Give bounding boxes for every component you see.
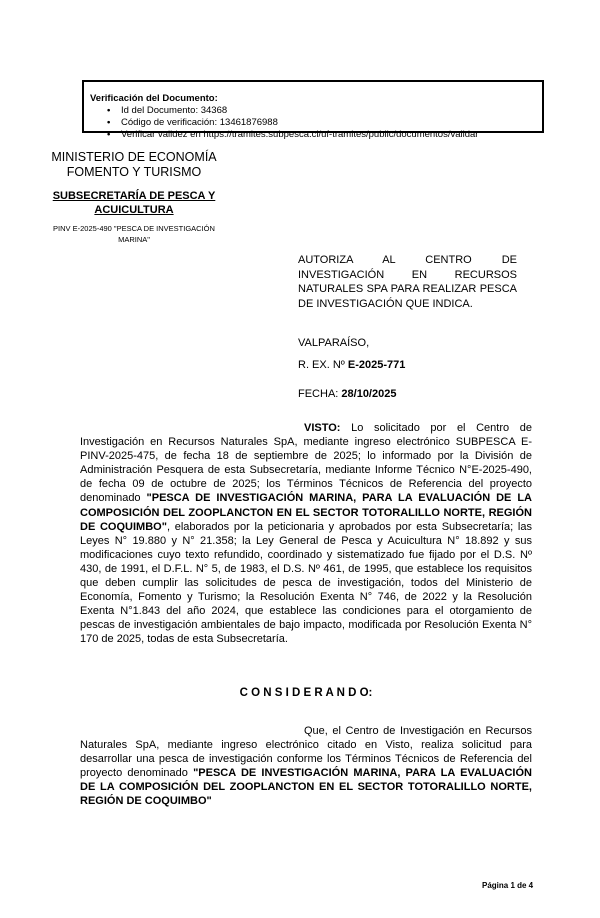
ministry-name	[25, 150, 243, 180]
subsecretaria-line1: SUBSECRETARÍA DE PESCA Y	[52, 190, 216, 202]
verification-item-document-id	[90, 105, 536, 117]
ministry-line1: MINISTERIO DE ECONOMÍA	[51, 150, 217, 164]
considerando-project-title: "PESCA DE INVESTIGACIÓN MARINA, PARA LA EVALUACIÓN DE LA COMPOSICIÓN DEL ZOOPLANCTON EN EL SECTOR TOTORALILLO NORTE, REGIÓN DE COQUIMBO"	[80, 767, 532, 808]
subsecretaria-heading	[25, 189, 243, 217]
visto-text-2: , elaborados por la peticionaria y aprobados por esta Subsecretaría; las Leyes N° 19.880 y N° 21.358; la Ley General de Pesca y Acuicultura N° 18.892 y sus modificaciones cuyo texto refundido, coordinado y sistematizado fue fijado por el D.S. Nº 430, de 1991, el D.F.L. N° 5, de 1983, el D.S. Nº 461, de 1995, que establece los requisitos que deben cumplir las solicitudes de pesca de investigación, todos del Ministerio de Economía, Fomento y Turismo; la Resolución Exenta N° 746, de 2022 y la Resolución Exenta N°1.843 del año 2024, que establece las condiciones para el otorgamiento de pescas de investigación ambientales de bajo impacto, modificada por Resolución Exenta N° 170 de 2025, todas de esta Subsecretaría.	[80, 520, 532, 646]
date-line	[298, 388, 396, 400]
subject-block: AUTORIZA AL CENTRO DE INVESTIGACIÓN EN RECURSOS NATURALES SPA PARA REALIZAR PESCA DE INVESTIGACIÓN QUE INDICA.	[298, 254, 517, 310]
visto-label: VISTO:	[304, 422, 341, 434]
organization-header	[25, 150, 243, 245]
verification-item-code	[90, 117, 536, 129]
visto-text-1: Lo solicitado por el Centro de Investigación en Recursos Naturales SpA, mediante ingreso electrónico SUBPESCA E-PINV-2025-475, de fecha 18 de septiembre de 2025; lo informado por la División de Administración Pesquera de esta Subsecretaría, mediante Informe Técnico N°E-2025-490, de fecha 09 de octubre de 2025; los Términos Técnicos de Referencia del proyecto denominado	[80, 422, 532, 505]
visto-paragraph	[80, 421, 532, 647]
resolution-prefix: R. EX. Nº	[298, 359, 348, 371]
visto-project-title: "PESCA DE INVESTIGACIÓN MARINA, PARA LA EVALUACIÓN DE LA COMPOSICIÓN DEL ZOOPLANCTON EN EL SECTOR TOTORALILLO NORTE, REGIÓN DE COQUIMBO"	[80, 492, 533, 533]
date-prefix: FECHA:	[298, 388, 342, 400]
project-reference: PINV E-2025-490 "PESCA DE INVESTIGACIÓN MARINA"	[53, 224, 215, 244]
bullet-icon: •	[107, 129, 111, 140]
subsecretaria-line2: ACUICULTURA	[94, 204, 174, 216]
verification-item-label: Id del Documento: 34368	[121, 105, 228, 116]
resolution-line	[298, 359, 405, 371]
date-value: 28/10/2025	[341, 388, 397, 400]
verification-title: Verificación del Documento:	[90, 93, 218, 104]
verification-box	[82, 80, 544, 140]
resolution-number: E-2025-771	[347, 359, 406, 371]
bullet-icon: •	[107, 117, 111, 128]
verification-item-url	[90, 129, 536, 141]
page-indicator: Página 1 de 4	[482, 881, 534, 890]
ministry-line2: FOMENTO Y TURISMO	[66, 165, 202, 179]
bullet-icon: •	[107, 105, 111, 116]
verification-item-label: Código de verificación: 13461876988	[121, 117, 278, 128]
verification-item-label: Verificar validez en https://tramites.subpesca.cl/uf-tramites/public/documentos/validar	[121, 129, 479, 140]
considerando-paragraph	[80, 724, 532, 809]
considerando-heading: C O N S I D E R A N D O:	[239, 687, 373, 699]
city-line: VALPARAÍSO,	[298, 337, 370, 349]
considerando-text-1: Que, el Centro de Investigación en Recursos Naturales SpA, mediante ingreso electrónico citado en Visto, realiza solicitud para desarrollar una pesca de investigación conforme los Términos Técnicos de Referencia del proyecto denominado	[80, 725, 532, 780]
